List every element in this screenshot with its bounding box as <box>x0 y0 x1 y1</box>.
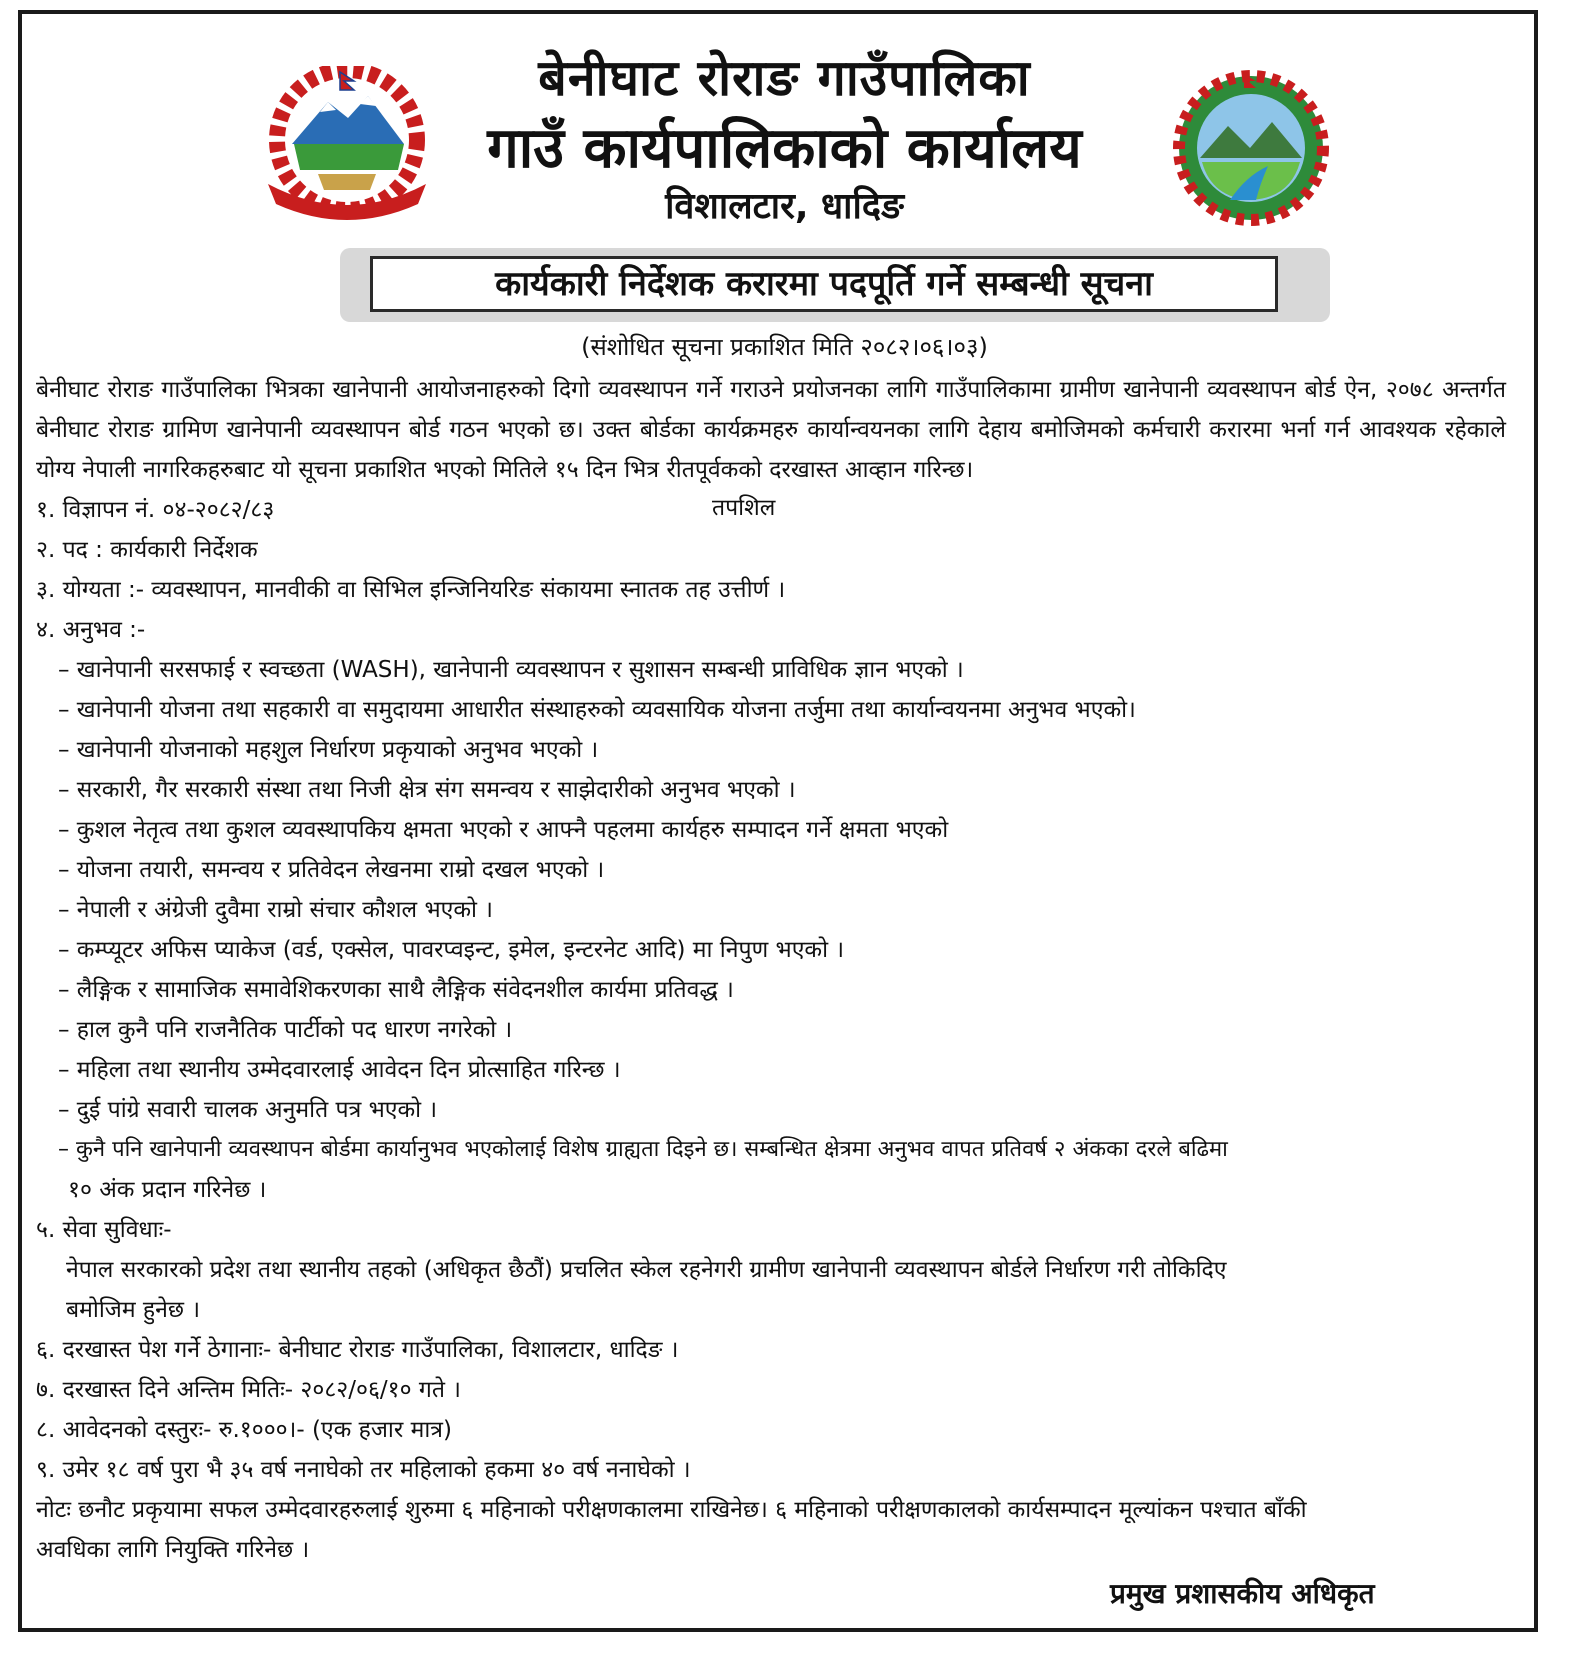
item-age: ९. उमेर १८ वर्ष पुरा भै ३५ वर्ष ननाघेको तर महिलाको हकमा ४० वर्ष ननाघेको । <box>36 1457 691 1483</box>
experience-item: – सरकारी, गैर सरकारी संस्था तथा निजी क्षेत्र संग समन्वय र साझेदारीको अनुभव भएको । <box>58 777 796 803</box>
note: नोटः छनौट प्रकृयामा सफल उम्मेदवारहरुलाई शुरुमा ६ महिनाको परीक्षणकालमा राखिनेछ। ६ महिनाको परीक्षणकालको कार्यसम्पादन मूल्यांकन पश्चात बाँकी <box>36 1497 1307 1523</box>
notice-body <box>36 370 1506 1570</box>
experience-item-last: – कुनै पनि खानेपानी व्यवस्थापन बोर्डमा कार्यानुभव भएकोलाई विशेष ग्राह्यता दिइने छ। सम्बन्धित क्षेत्रमा अनुभव वापत प्रतिवर्ष २ अंकका दरले बढिमा <box>58 1137 1228 1162</box>
experience-item: – कुशल नेतृत्व तथा कुशल व्यवस्थापकिय क्षमता भएको र आफ्नै पहलमा कार्यहरु सम्पादन गर्ने क्षमता भएको <box>58 817 949 843</box>
experience-item: – दुई पांग्रे सवारी चालक अनुमति पत्र भएको । <box>58 1097 438 1123</box>
experience-item: – खानेपानी योजना तथा सहकारी वा समुदायमा आधारीत संस्थाहरुको व्यवसायिक योजना तर्जुमा तथा कार्यान्वयनमा अनुभव भएको। <box>58 697 1136 723</box>
item-qualification: ३. योग्यता :- व्यवस्थापन, मानवीकी वा सिभिल इन्जिनियरिङ संकायमा स्नातक तह उत्तीर्ण । <box>36 577 786 603</box>
experience-item: – कम्प्यूटर अफिस प्याकेज (वर्ड, एक्सेल, पावरप्वइन्ट, इमेल, इन्टरनेट आदि) मा निपुण भएको । <box>58 937 845 963</box>
experience-item: – नेपाली र अंग्रेजी दुवैमा राम्रो संचार कौशल भएको । <box>58 897 493 923</box>
org-name: बेनीघाट रोराङ गाउँपालिका <box>538 49 1031 107</box>
item-experience: ४. अनुभव :- <box>36 617 146 643</box>
note-cont: अवधिका लागि नियुक्ति गरिनेछ । <box>36 1537 310 1563</box>
item-post: २. पद : कार्यकारी निर्देशक <box>36 537 258 563</box>
office-address: विशालटार, धादिङ <box>665 186 904 227</box>
revised-date: (संशोधित सूचना प्रकाशित मिति २०८२।०६।०३) <box>581 333 988 361</box>
signatory: प्रमुख प्रशासकीय अधिकृत <box>1110 1577 1375 1610</box>
facilities-text: नेपाल सरकारको प्रदेश तथा स्थानीय तहको (अधिकृत छैठौं) प्रचलित स्केल रहनेगरी ग्रामीण खानेपानी व्यवस्थापन बोर्डले निर्धारण गरी तोकिदिए <box>66 1257 1227 1283</box>
experience-item: – लैङ्गिक र सामाजिक समावेशिकरणका साथै लैङ्गिक संवेदनशील कार्यमा प्रतिवद्ध । <box>58 977 734 1003</box>
experience-item: – योजना तयारी, समन्वय र प्रतिवेदन लेखनमा राम्रो दखल भएको । <box>58 857 605 883</box>
item-facilities: ५. सेवा सुविधाः- <box>36 1217 172 1243</box>
experience-item-last-cont: १० अंक प्रदान गरिनेछ । <box>68 1177 267 1203</box>
experience-item: – हाल कुनै पनि राजनैतिक पार्टीको पद धारण नगरेको । <box>58 1017 513 1043</box>
item-address: ६. दरखास्त पेश गर्ने ठेगानाः- बेनीघाट रोराङ गाउँपालिका, विशालटार, धादिङ । <box>36 1337 679 1363</box>
tapsil-heading: तपशिल <box>712 495 776 521</box>
facilities-text-cont: बमोजिम हुनेछ । <box>66 1297 201 1323</box>
item-deadline: ७. दरखास्त दिने अन्तिम मितिः- २०८२/०६/१० गते । <box>36 1377 461 1403</box>
office-name: गाउँ कार्यपालिकाको कार्यालय <box>487 116 1082 181</box>
experience-item: – महिला तथा स्थानीय उम्मेदवारलाई आवेदन दिन प्रोत्साहित गरिन्छ । <box>58 1057 621 1083</box>
item-fee: ८. आवेदनको दस्तुरः- रु.१०००।- (एक हजार मात्र) <box>36 1417 452 1443</box>
intro-paragraph: बेनीघाट रोराङ गाउँपालिका भित्रका खानेपानी आयोजनाहरुको दिगो व्यवस्थापन गर्ने गराउने प्रयोजनका लागि गाउँपालिकामा ग्रामीण खानेपानी व्यवस्थापन बोर्ड ऐन, २०७८ अन्तर्गत बेनीघाट रोराङ ग्रामिण खानेपानी व्यवस्थापन बोर्ड गठन भएको छ। उक्त बोर्डका कार्यक्रमहरु कार्यान्वयनका लागि देहाय बमोजिमको कर्मचारी करारमा भर्ना गर्न आवश्यक रहेकाले योग्य नेपाली नागरिकहरुबाट यो सूचना प्रकाशित भएको मितिले १५ दिन भित्र रीतपूर्वकको दरखास्त आव्हान गरिन्छ। <box>36 377 1506 483</box>
experience-item: – खानेपानी योजनाको महशुल निर्धारण प्रकृयाको अनुभव भएको । <box>58 737 599 763</box>
experience-item: – खानेपानी सरसफाई र स्वच्छता (WASH), खानेपानी व्यवस्थापन र सुशासन सम्बन्धी प्राविधिक ज्ञान भएको । <box>58 657 964 683</box>
item-ad-number: १. विज्ञापन नं. ०४-२०८२/८३ <box>36 497 275 523</box>
notice-title: कार्यकारी निर्देशक करारमा पदपूर्ति गर्ने सम्बन्धी सूचना <box>370 256 1278 312</box>
